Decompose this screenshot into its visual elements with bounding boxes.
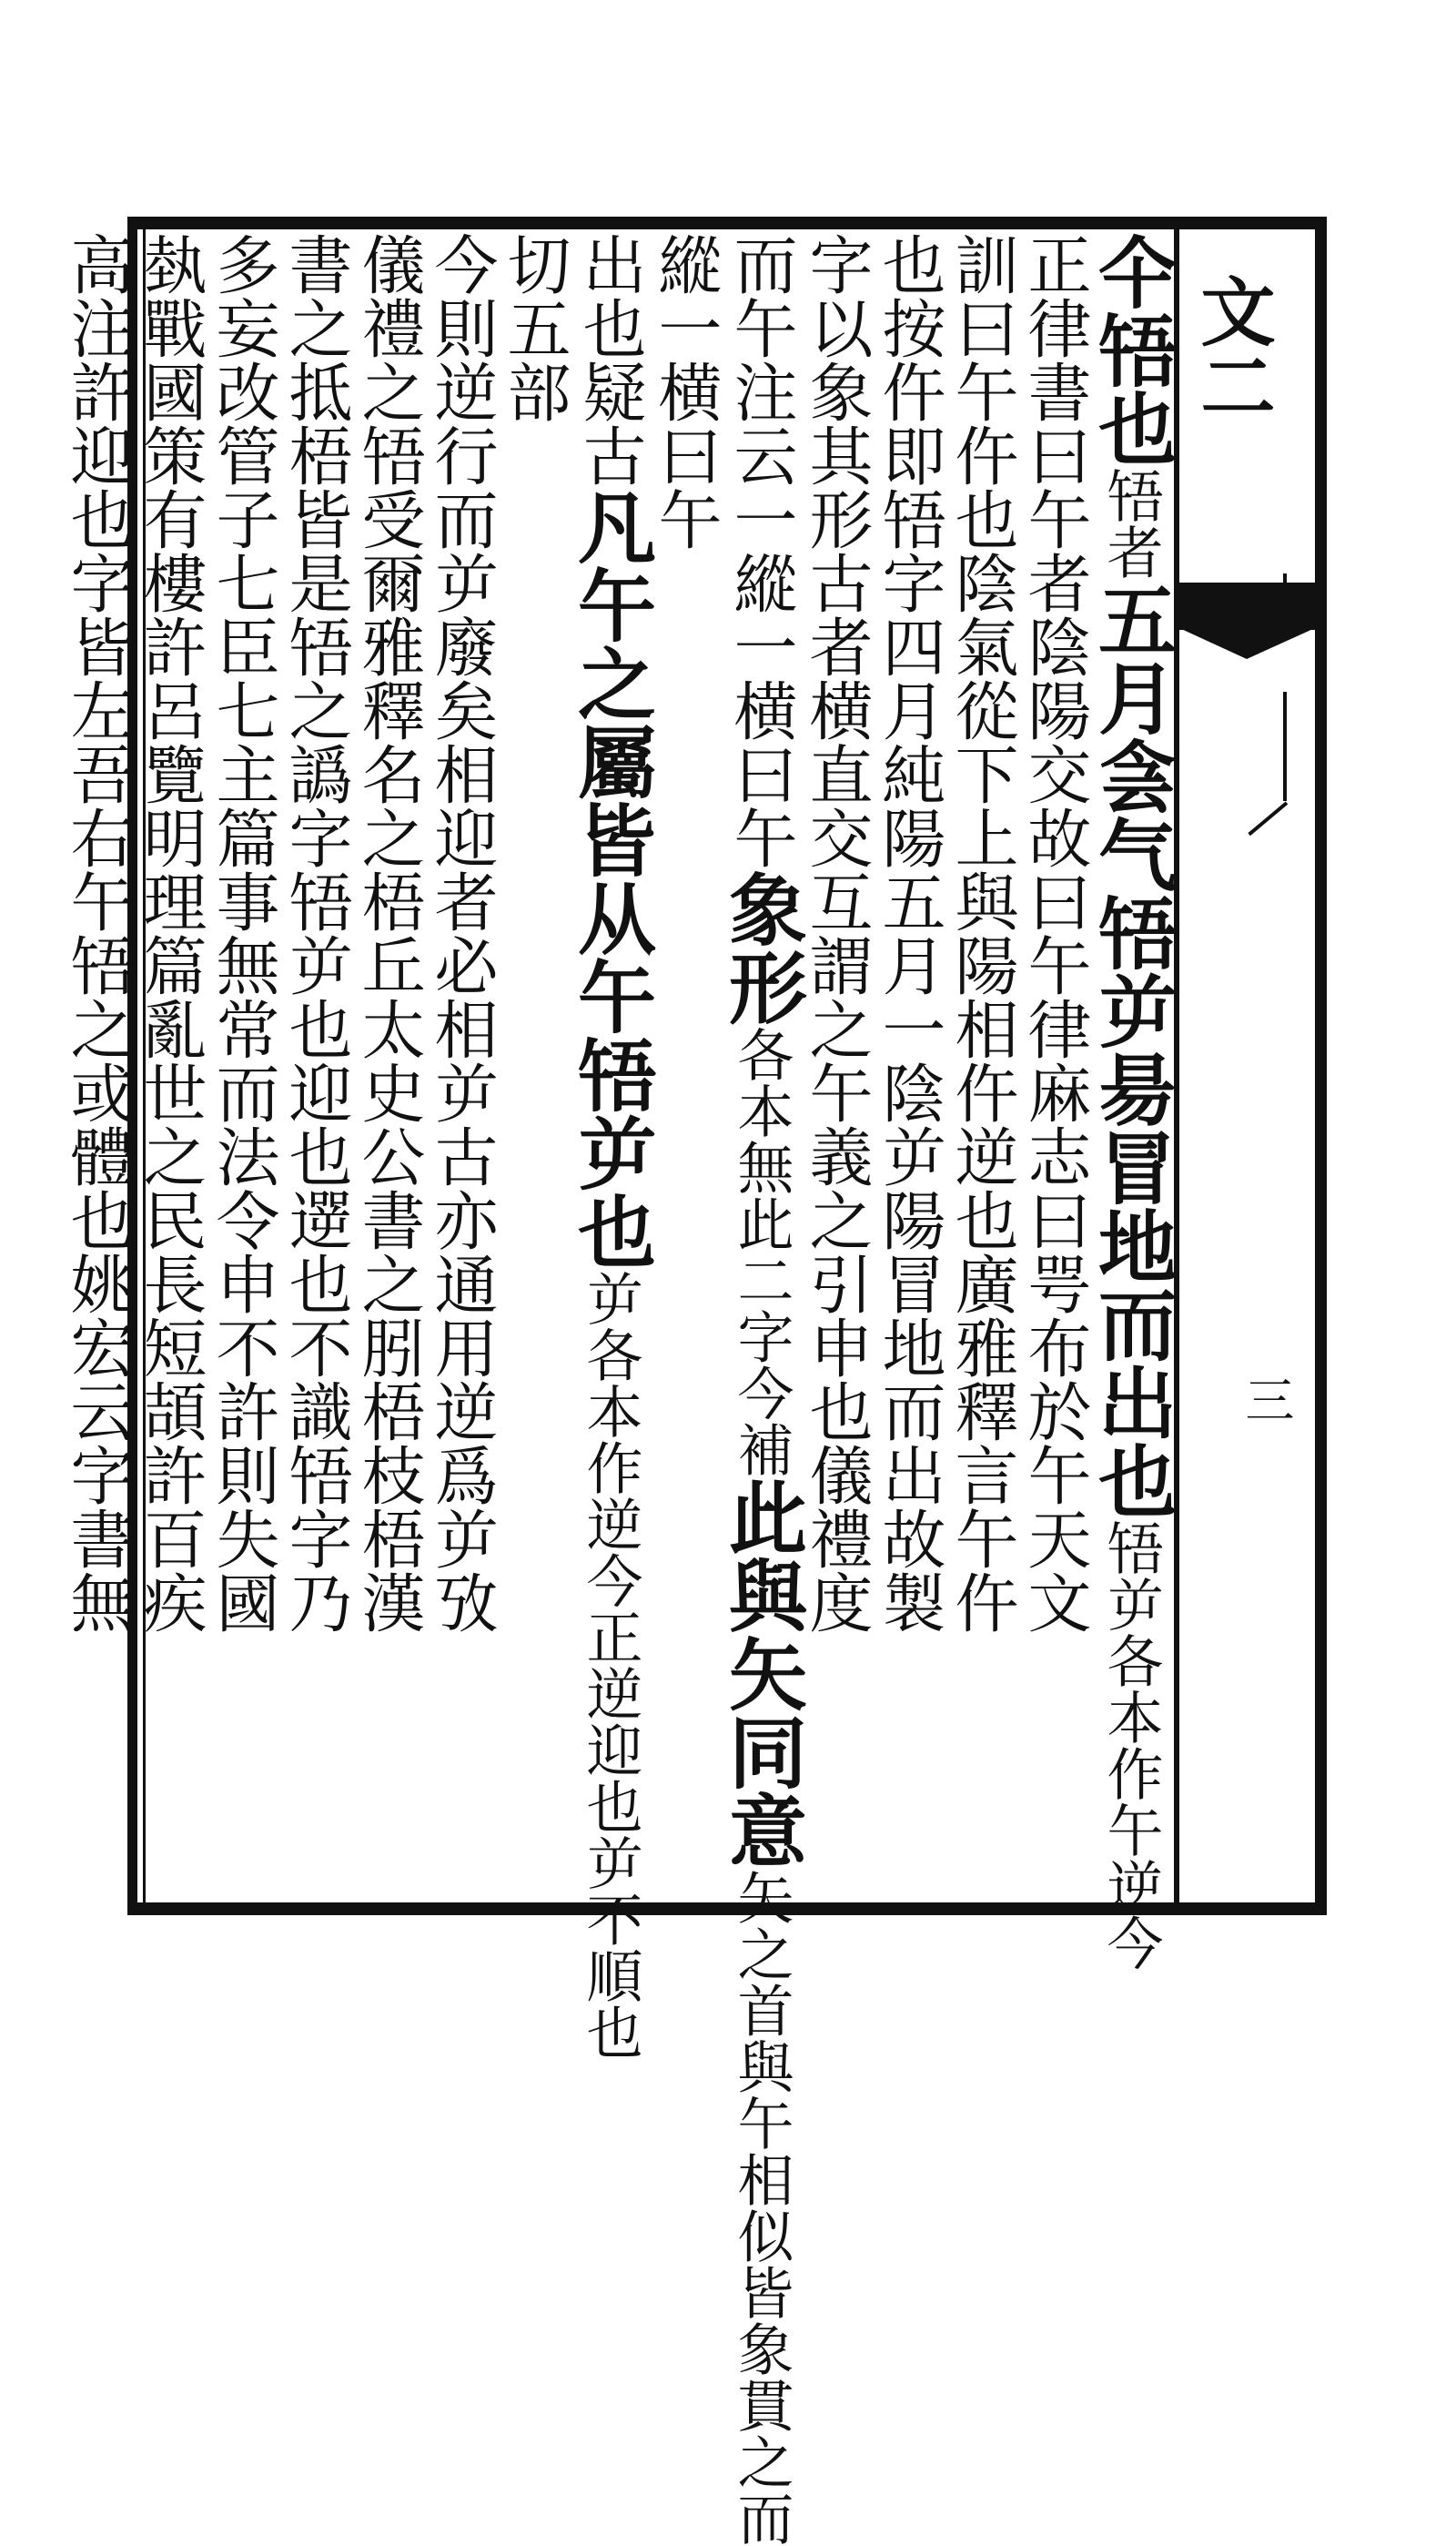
commentary-line: 縱一横曰午 — [648, 232, 723, 551]
commentary-text: 屰各本作逆今正逆迎也屰不順也 — [577, 1270, 643, 2060]
commentary-text: 啎屰各本作午逆今 — [1097, 1519, 1164, 1971]
margin-rule — [1283, 573, 1287, 584]
banxin-title: 文二 — [1188, 273, 1276, 422]
text-column — [1018, 232, 1091, 1898]
commentary-line: 儀禮之啎受爾雅釋名之梧丘太史公書之䏖梧枝梧漢 — [351, 232, 426, 1634]
fish-tail-mark — [1179, 583, 1315, 630]
text-column — [649, 232, 722, 1898]
frame-top-border — [127, 217, 1327, 229]
main-text: 五月侌气啎屰昜冒地而出也 — [1085, 580, 1177, 1519]
commentary-line: 埶戰國策有樓許呂覽明理篇亂世之民長短頡許百疾 — [133, 232, 207, 1634]
commentary-line: 字以象其形古者横直交互謂之午義之引申也儀禮度 — [799, 232, 874, 1634]
text-column — [1085, 232, 1177, 1971]
commentary-line: 今則逆行而屰廢矣相迎者必相屰古亦通用逆爲屰攷 — [424, 232, 499, 1634]
commentary-line: 高注許迎也字皆左吾右午啎之或體也姚宏云字書無 — [60, 232, 135, 1634]
text-columns — [60, 232, 1177, 2546]
commentary-text: 矢之首與午相似皆象貫之而 — [728, 1869, 794, 2546]
commentary-text: 各本無此二字今補 — [728, 1026, 794, 1477]
main-text: 凡午之屬皆从午啎屰也 — [564, 487, 656, 1270]
text-column — [425, 232, 498, 1898]
main-text: 仐啎也 — [1085, 232, 1177, 467]
leaf-number: 三 — [1238, 1374, 1295, 1424]
text-column — [873, 232, 945, 1898]
margin-rule — [1283, 692, 1287, 801]
commentary-text: 啎者 — [1097, 467, 1164, 580]
main-text: 象形 — [715, 869, 807, 1026]
text-column — [279, 232, 352, 1898]
commentary-line: 也按仵即啎字四月純陽五月一陰屰陽冒地而出故製 — [872, 232, 946, 1634]
commentary-line: 切五部 — [497, 232, 571, 423]
text-column — [134, 232, 207, 1898]
text-column — [564, 232, 656, 2060]
margin-hook — [1248, 801, 1288, 836]
commentary-line: 多妄改管子七臣七主篇事無常而法令申不許則失國 — [206, 232, 280, 1634]
fish-tail-notch — [1179, 628, 1315, 659]
commentary-line: 而午注云一縱一横曰午 — [723, 232, 798, 869]
commentary-line: 正律書曰午者陰陽交故曰午律麻志曰咢布於午天文 — [1017, 232, 1092, 1634]
commentary-line: 出也疑古 — [572, 232, 647, 487]
commentary-line: 書之抵梧皆是啎之譌字啎屰也迎也遻也不識啎字乃 — [278, 232, 353, 1634]
text-column — [207, 232, 279, 1898]
text-column — [715, 232, 807, 2546]
frame-right-border — [1315, 217, 1327, 1915]
commentary-line: 訓曰午仵也陰氣從下上與陽相仵逆也廣雅釋言午仵 — [945, 232, 1019, 1634]
text-column — [498, 232, 571, 1898]
text-column — [61, 232, 134, 1898]
text-column — [945, 232, 1018, 1898]
text-column — [352, 232, 425, 1898]
main-text: 此與矢同意 — [715, 1477, 807, 1869]
text-column — [800, 232, 873, 1898]
